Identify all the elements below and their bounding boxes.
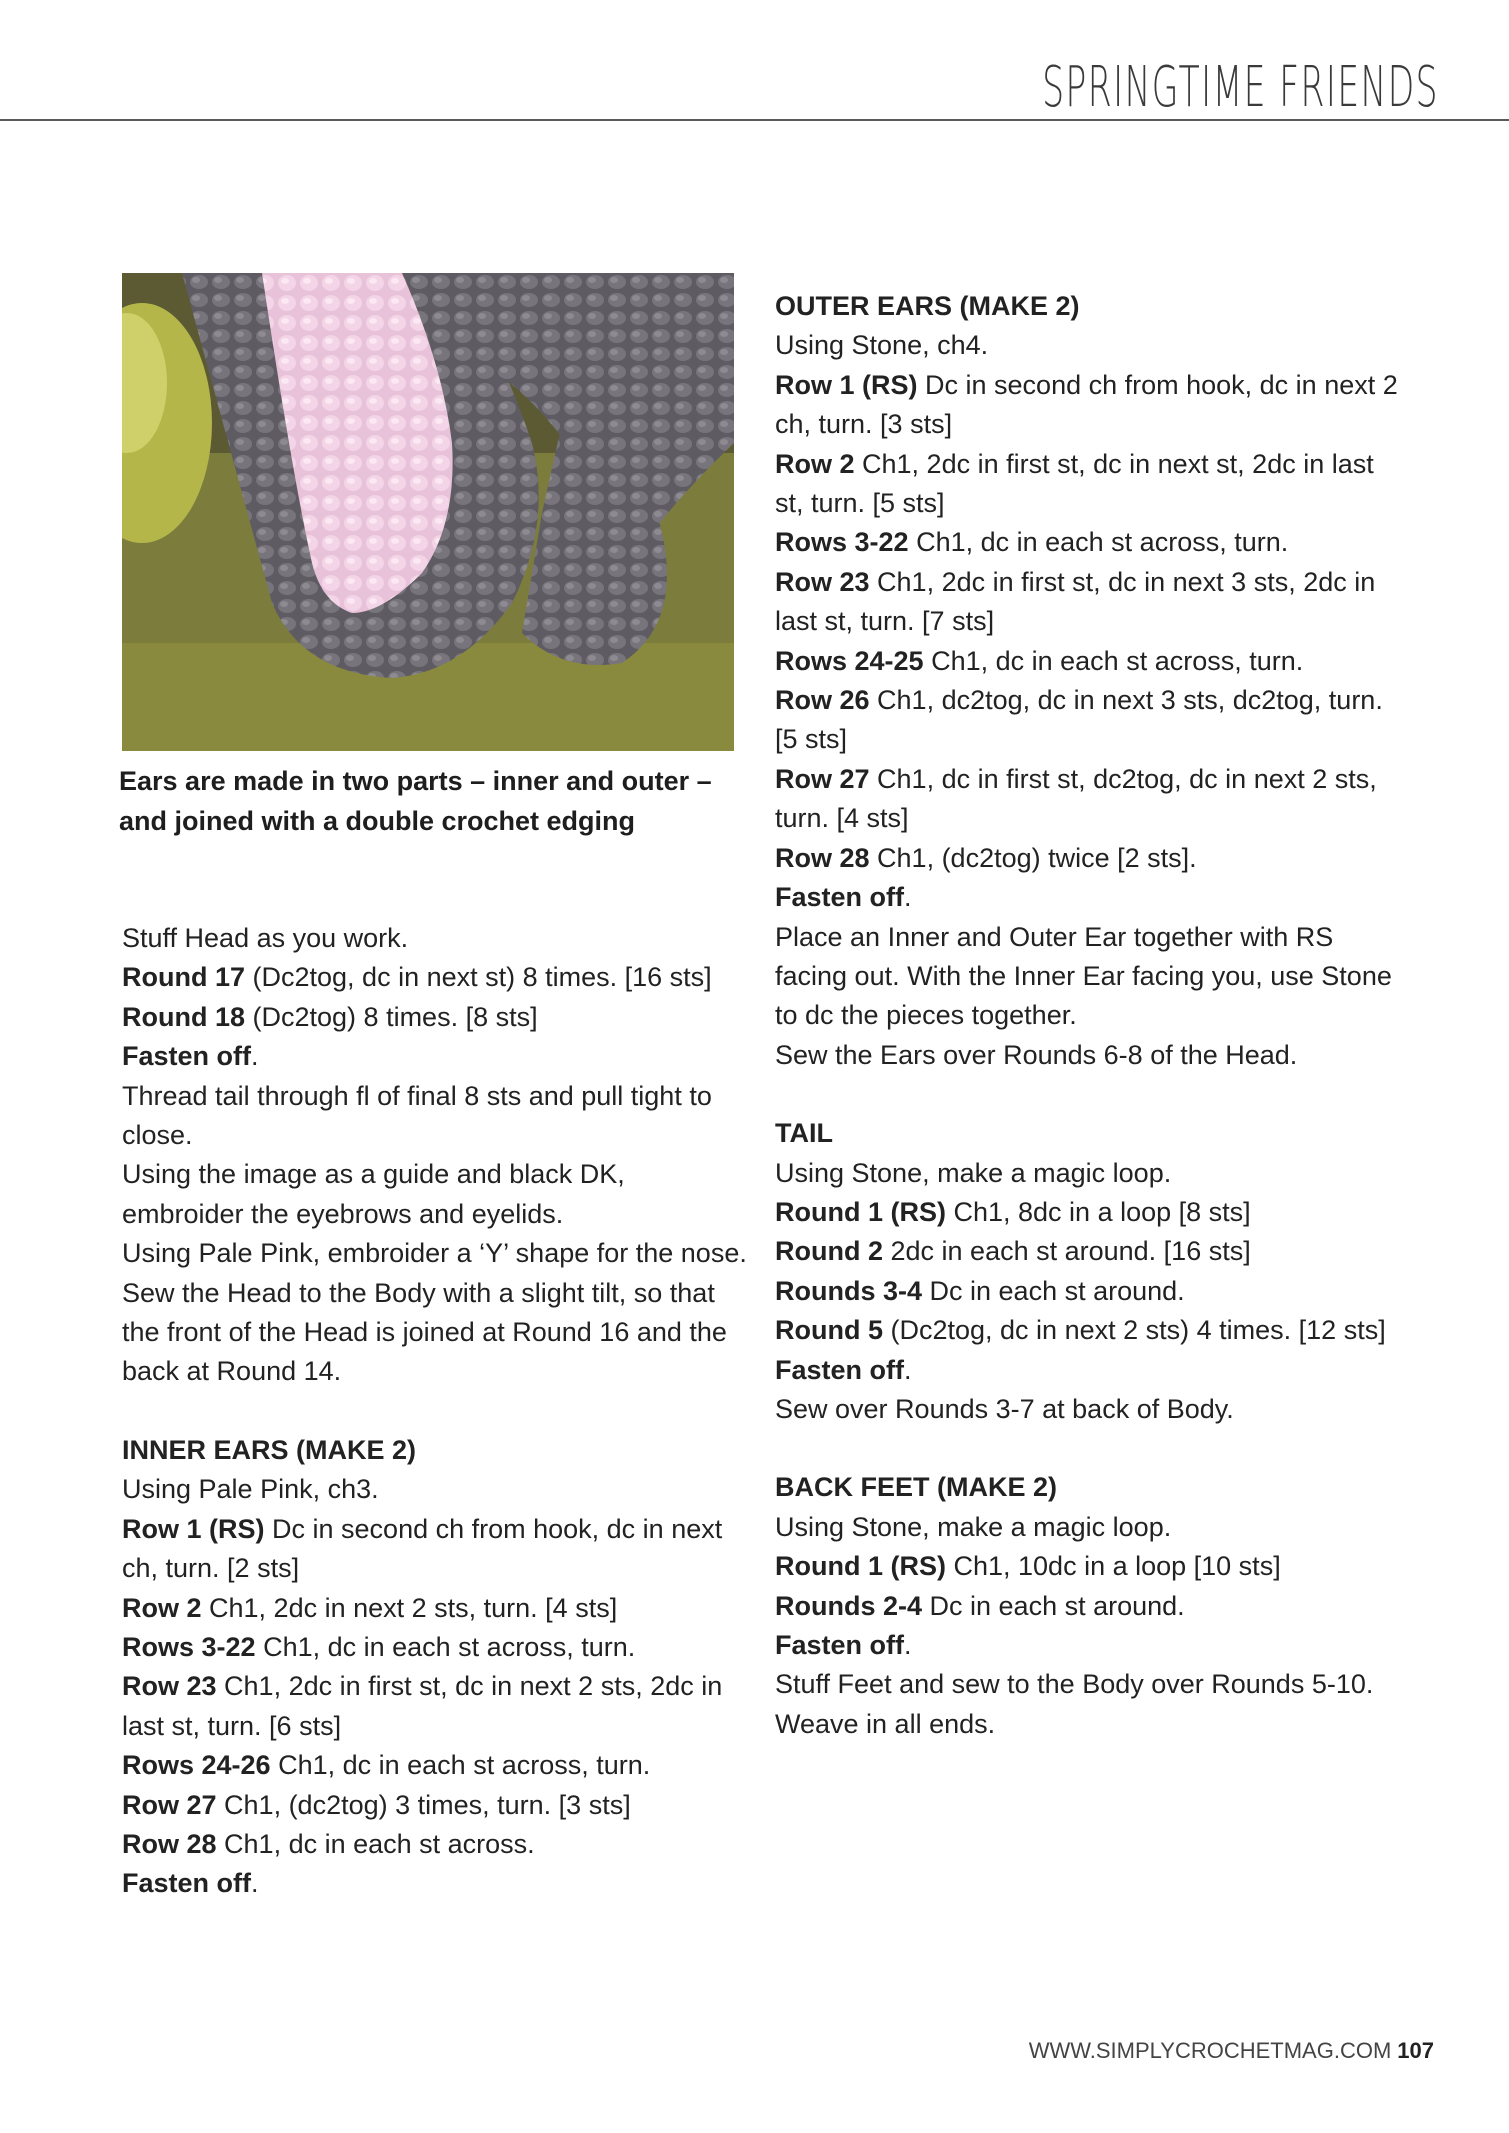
sew-tail-text: Sew over Rounds 3-7 at back of Body. [775,1393,1234,1424]
join-ears-text: Place an Inner and Outer Ear together with RS facing out. With the Inner Ear facing you, use Stone to dc the pieces together. [775,921,1392,1031]
feet-using: Using Stone, make a magic loop. [775,1511,1172,1542]
thread-tail-text: Thread tail through fl of final 8 sts and pull tight to close. [122,1080,712,1151]
fasten-off-head: Fasten off. [122,1041,259,1072]
tail-round-2: Round 2 2dc in each st around. [16 sts] [775,1236,1251,1267]
section-title: SPRINGTIME FRIENDS [1042,55,1439,120]
inner-row-27: Row 27 Ch1, (dc2tog) 3 times, turn. [3 sts] [122,1789,631,1820]
right-column [775,287,1405,1744]
left-column [122,919,752,1904]
tail-round-5: Round 5 (Dc2tog, dc in next 2 sts) 4 times. [12 sts] [775,1315,1386,1346]
sew-head-text: Sew the Head to the Body with a slight tilt, so that the front of the Head is joined at Round 16 and the back at Round 14. [122,1277,727,1387]
tail-using: Using Stone, make a magic loop. [775,1157,1172,1188]
back-feet-heading: BACK FEET (MAKE 2) [775,1472,1057,1503]
inner-row-2: Row 2 Ch1, 2dc in next 2 sts, turn. [4 sts] [122,1592,618,1623]
sew-feet-text: Stuff Feet and sew to the Body over Rounds 5-10. [775,1669,1374,1700]
embroider-eyes-text: Using the image as a guide and black DK, embroider the eyebrows and eyelids. [122,1159,625,1229]
embroider-nose-text: Using Pale Pink, embroider a ‘Y’ shape for the nose. [122,1238,747,1269]
inner-rows-24-26: Rows 24-26 Ch1, dc in each st across, turn. [122,1750,651,1781]
inner-row-28: Row 28 Ch1, dc in each st across. [122,1828,535,1859]
sew-ears-text: Sew the Ears over Rounds 6-8 of the Head. [775,1039,1298,1070]
outer-row-26: Row 26 Ch1, dc2tog, dc in next 3 sts, dc2tog, turn. [5 sts] [775,685,1383,755]
outer-row-23: Row 23 Ch1, 2dc in first st, dc in next 3 sts, 2dc in last st, turn. [7 sts] [775,566,1376,637]
page-number: 107 [1397,2038,1434,2063]
inner-ears-heading: INNER EARS (MAKE 2) [122,1434,417,1465]
stuff-head-text: Stuff Head as you work. [122,923,409,953]
tail-round-1: Round 1 (RS) Ch1, 8dc in a loop [8 sts] [775,1196,1251,1227]
outer-row-1: Row 1 (RS) Dc in second ch from hook, dc in next 2 ch, turn. [3 sts] [775,369,1398,440]
outer-rows-3-22: Rows 3-22 Ch1, dc in each st across, turn. [775,527,1289,558]
page-footer [1029,2038,1434,2064]
photo-caption: Ears are made in two parts – inner and outer – and joined with a double crochet edging [119,766,712,836]
feet-round-1: Round 1 (RS) Ch1, 10dc in a loop [10 sts] [775,1551,1281,1582]
weave-ends-text: Weave in all ends. [775,1708,996,1739]
fasten-off-tail: Fasten off. [775,1354,912,1385]
fasten-off-inner: Fasten off. [122,1868,259,1899]
feet-rounds-2-4: Rounds 2-4 Dc in each st around. [775,1590,1185,1621]
footer-url: WWW.SIMPLYCROCHETMAG.COM [1028,2038,1392,2063]
tail-rounds-3-4: Rounds 3-4 Dc in each st around. [775,1275,1185,1306]
fasten-off-feet: Fasten off. [775,1630,912,1660]
ear-photo [122,273,734,751]
inner-row-23: Row 23 Ch1, 2dc in first st, dc in next 2 sts, 2dc in last st, turn. [6 sts] [122,1671,723,1741]
outer-ears-using: Using Stone, ch4. [775,330,989,361]
outer-row-27: Row 27 Ch1, dc in first st, dc2tog, dc in next 2 sts, turn. [4 sts] [775,763,1377,834]
instruction-round-18: Round 18 (Dc2tog) 8 times. [8 sts] [122,1001,538,1032]
outer-row-2: Row 2 Ch1, 2dc in first st, dc in next st, 2dc in last st, turn. [5 sts] [775,448,1374,519]
inner-row-1: Row 1 (RS) Dc in second ch from hook, dc in next ch, turn. [2 sts] [122,1513,723,1584]
tail-heading: TAIL [775,1118,833,1149]
outer-row-28: Row 28 Ch1, (dc2tog) twice [2 sts]. [775,842,1197,873]
inner-ears-using: Using Pale Pink, ch3. [122,1474,379,1505]
fasten-off-outer: Fasten off. [775,882,912,913]
outer-rows-24-25: Rows 24-25 Ch1, dc in each st across, turn. [775,645,1304,676]
instruction-round-17: Round 17 (Dc2tog, dc in next st) 8 times. [16 sts] [122,962,712,993]
inner-rows-3-22: Rows 3-22 Ch1, dc in each st across, turn. [122,1631,636,1662]
outer-ears-heading: OUTER EARS (MAKE 2) [775,291,1080,321]
